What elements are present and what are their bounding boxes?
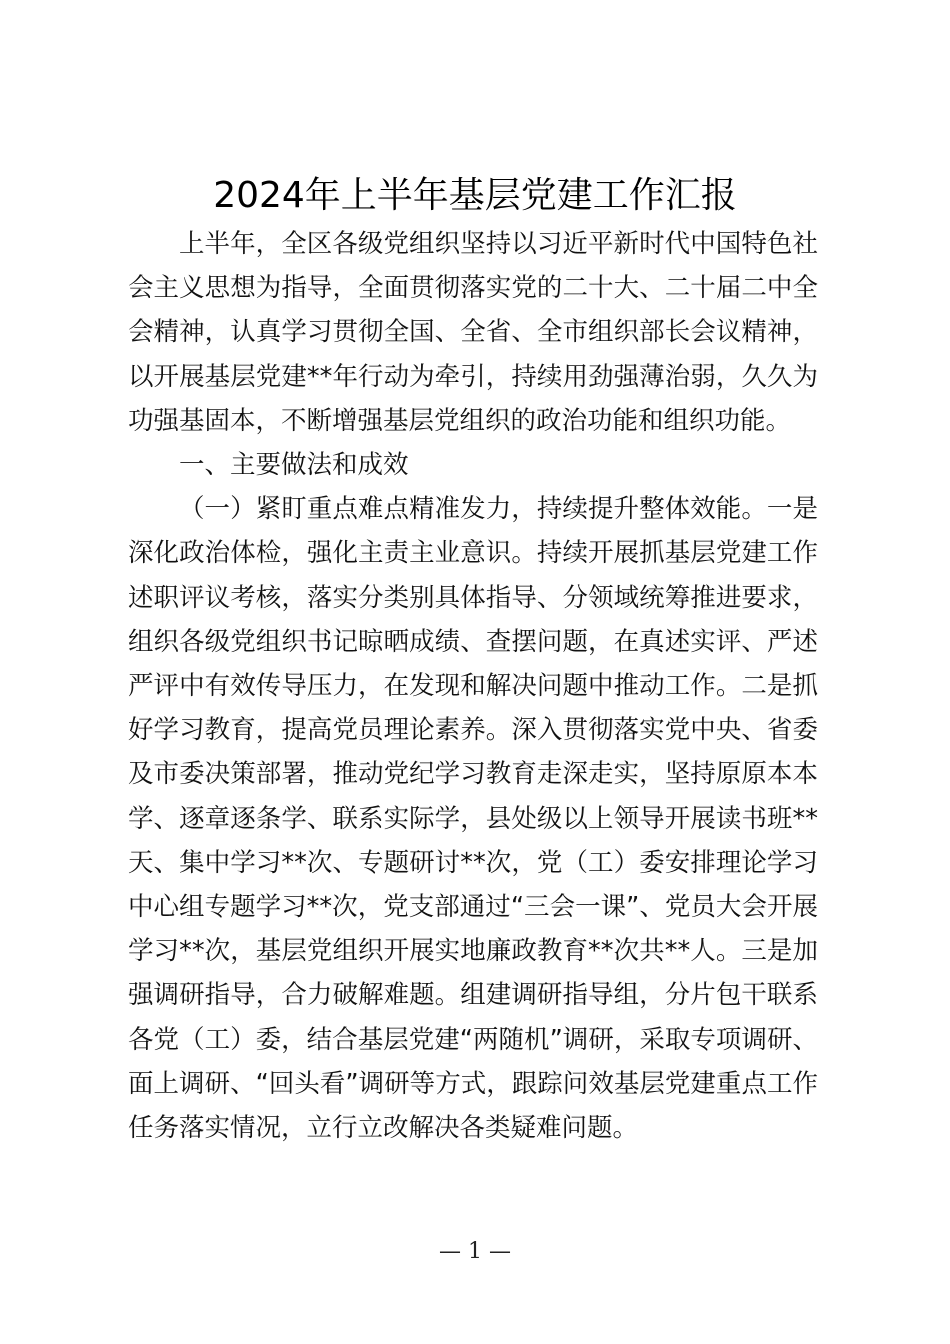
document-body [128, 222, 818, 1150]
intro-paragraph: 上半年，全区各级党组织坚持以习近平新时代中国特色社会主义思想为指导，全面贯彻落实党的二十大、二十届二中全会精神，认真学习贯彻全国、全省、全市组织部长会议精神，以开展基层党建**年行动为牵引，持续用劲强薄治弱，久久为功强基固本，不断增强基层党组织的政治功能和组织功能。 [128, 229, 818, 436]
document-title: 2024年上半年基层党建工作汇报 [213, 175, 737, 216]
page-number: — 1 — [439, 1239, 511, 1264]
body-paragraph: （一）紧盯重点难点精准发力，持续提升整体效能。一是深化政治体检，强化主责主业意识。持续开展抓基层党建工作述职评议考核，落实分类别具体指导、分领域统筹推进要求，组织各级党组织书记晾晒成绩、查摆问题，在真述实评、严述严评中有效传导压力，在发现和解决问题中推动工作。二是抓好学习教育，提高党员理论素养。深入贯彻落实党中央、省委及市委决策部署，推动党纪学习教育走深走实，坚持原原本本学、逐章逐条学、联系实际学，县处级以上领导开展读书班**天、集中学习**次、专题研讨**次，党（工）委安排理论学习中心组专题学习**次，党支部通过“三会一课”、党员大会开展学习**次，基层党组织开展实地廉政教育**次共**人。三是加强调研指导，合力破解难题。组建调研指导组，分片包干联系各党（工）委，结合基层党建“两随机”调研，采取专项调研、面上调研、“回头看”调研等方式，跟踪问效基层党建重点工作任务落实情况，立行立改解决各类疑难问题。 [128, 494, 818, 1144]
section-heading: 一、主要做法和成效 [179, 450, 409, 481]
